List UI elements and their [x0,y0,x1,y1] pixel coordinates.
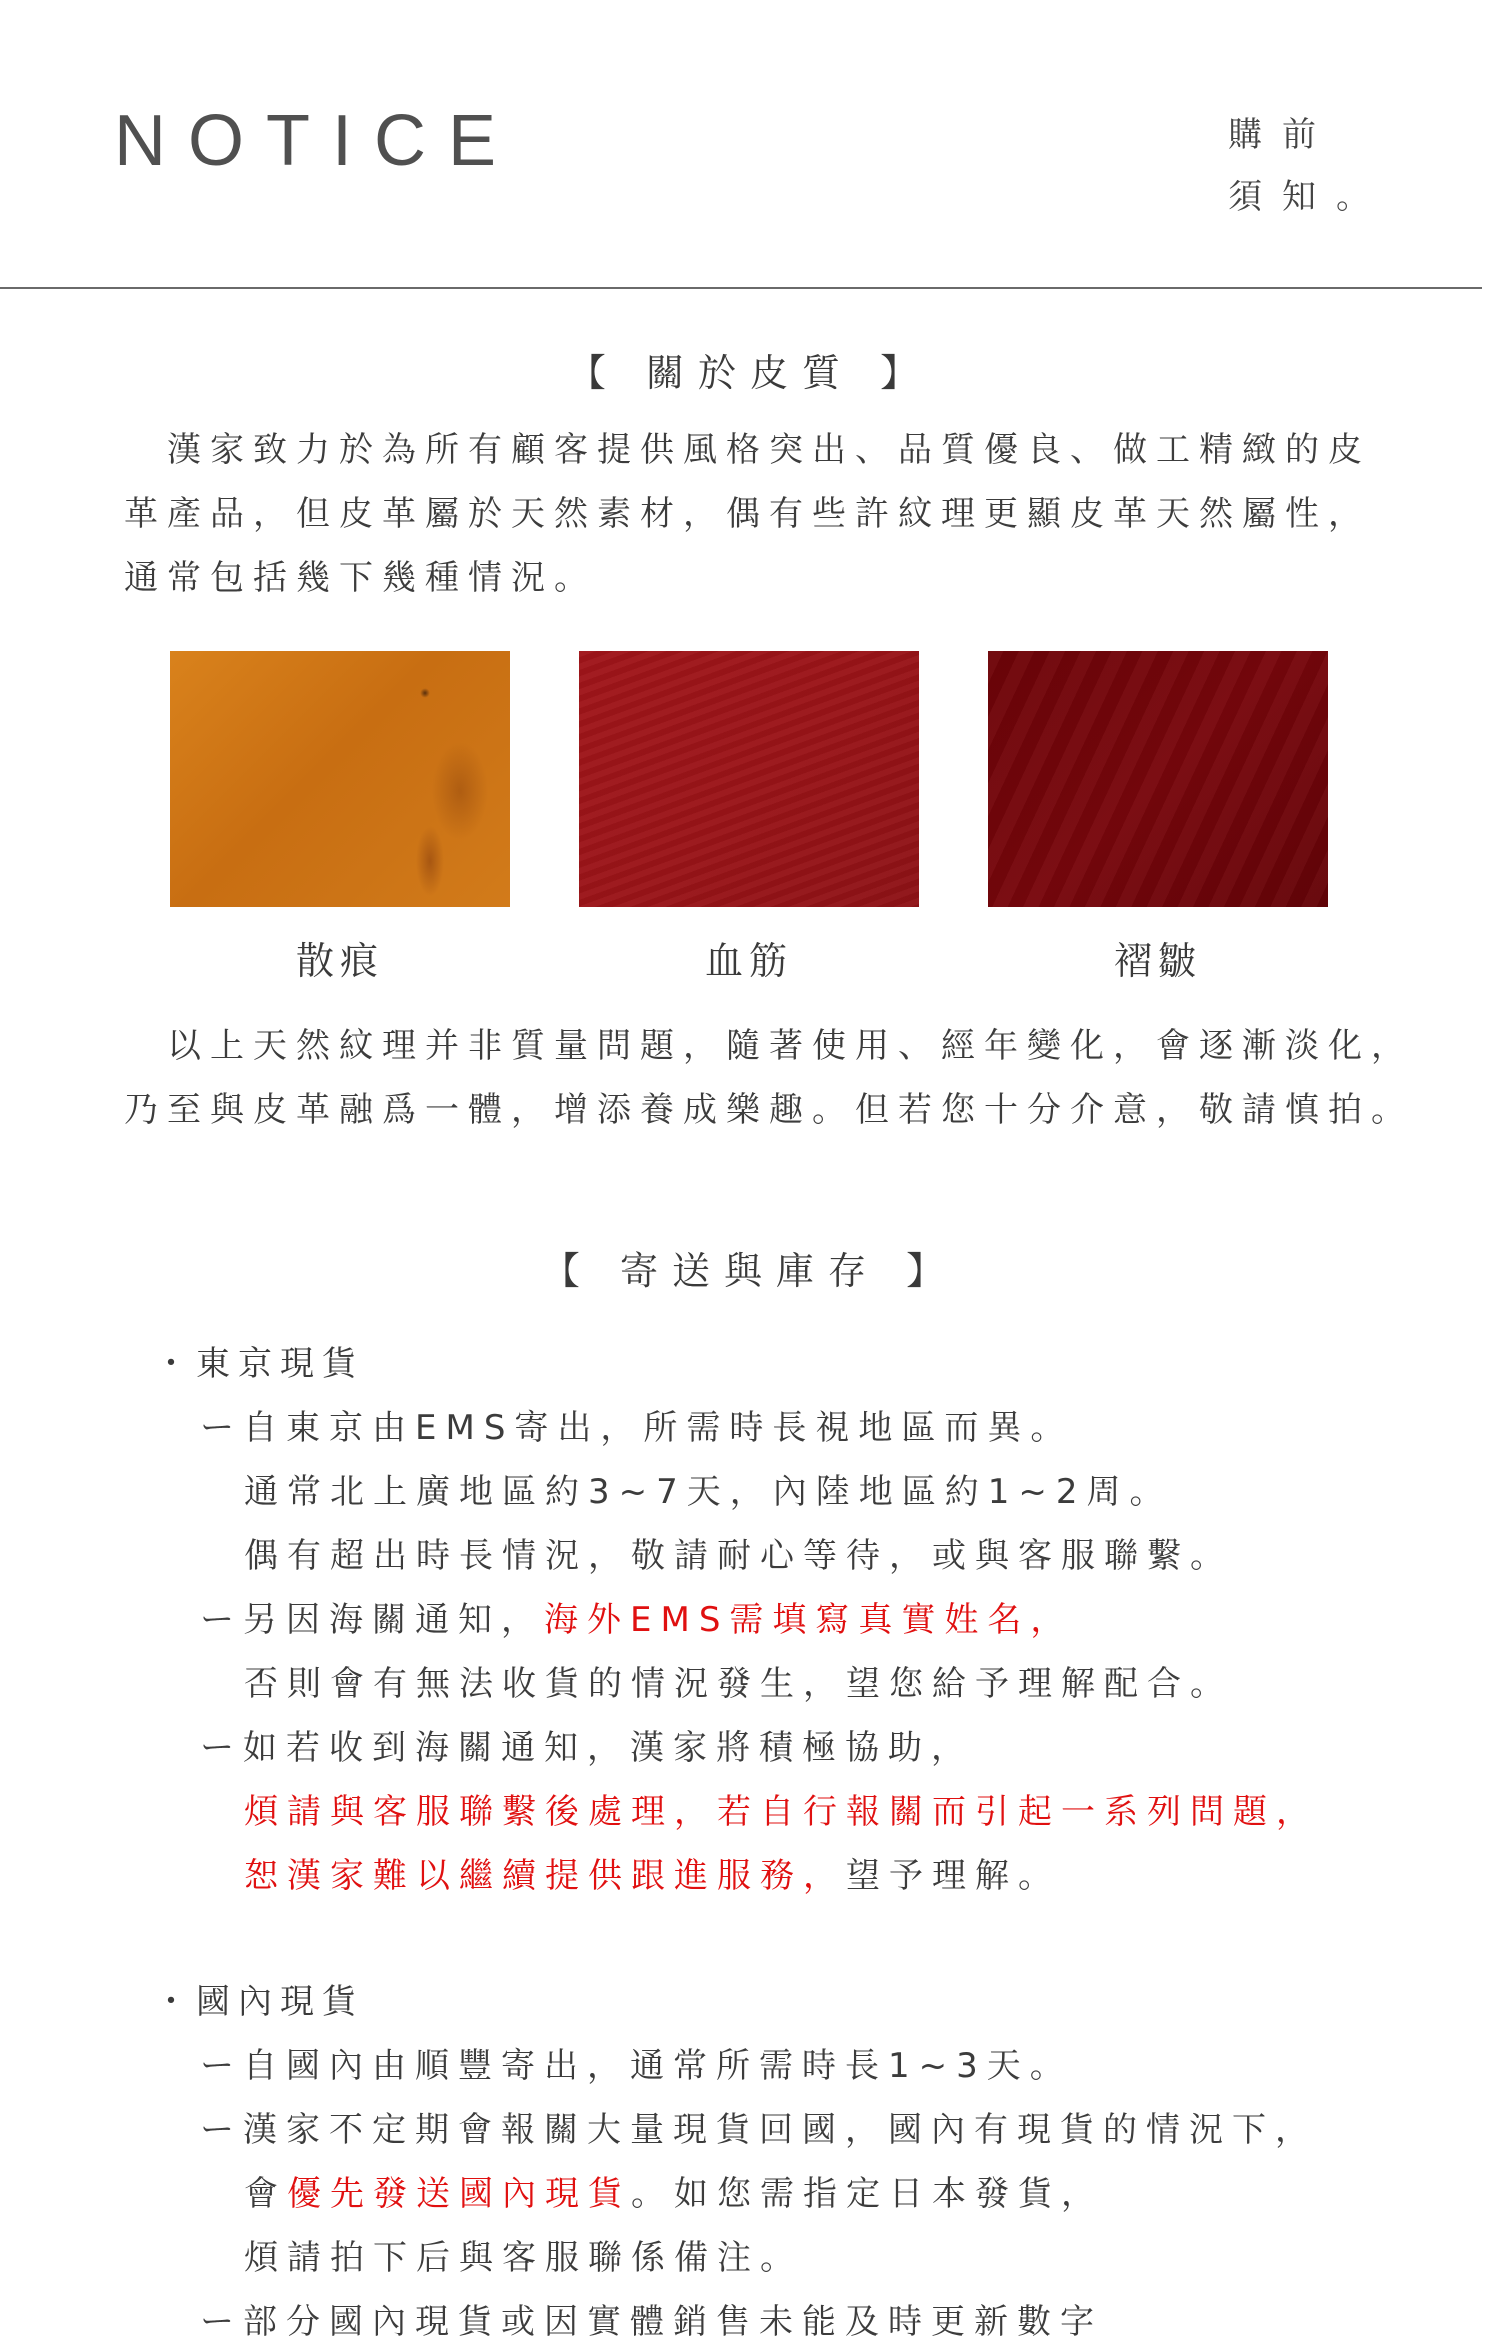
leather-outro-line: 以上天然紋理并非質量問題，隨著使用、經年變化，會逐漸淡化， [124,1026,1414,1066]
leather-intro-line: 通常包括幾下幾種情況。 [124,558,597,598]
leather-section-title: 【 關於皮質 】 [567,351,933,395]
page-title: NOTICE [114,101,519,181]
tokyo-line: ー自東京由EMS寄出，所需時長視地區而異。 [200,1408,1074,1448]
swatch-label-wrinkles: 褶皺 [1113,939,1202,983]
header-subtitle-line-2: 須知。 [1228,177,1390,217]
leather-intro-line: 漢家致力於為所有顧客提供風格突出、品質優良、做工精緻的皮 [124,430,1371,470]
swatch-label-scars: 散痕 [295,939,384,983]
tokyo-line: 偶有超出時長情況，敬請耐心等待，或與客服聯繫。 [244,1536,1233,1576]
domestic-line: ー部分國內現貨或因實體銷售未能及時更新數字 [200,2302,1103,2342]
shipping-section-title: 【 寄送與庫存 】 [541,1249,959,1293]
tokyo-warning-line: 煩請與客服聯繫後處理，若自行報關而引起一系列問題， [244,1792,1319,1832]
leather-intro-line: 革產品，但皮革屬於天然素材，偶有些許紋理更顯皮革天然屬性， [124,494,1371,534]
swatch-label-veins: 血筋 [704,939,793,983]
leather-outro-line: 乃至與皮革融爲一體，增添養成樂趣。但若您十分介意，敬請慎拍。 [124,1090,1414,1130]
leather-swatch-wrinkles [988,651,1328,907]
header-subtitle-line-1: 購前 [1228,115,1336,155]
domestic-priority-highlight: 優先發送國內現貨 [287,2174,631,2214]
tokyo-warning-line-2 [244,1848,1061,1897]
tokyo-warning-text: 恕漢家難以繼續提供跟進服務， [244,1856,846,1896]
header-divider [0,287,1482,289]
domestic-line: 煩請拍下后與客服聯係備注。 [244,2238,803,2278]
tokyo-customs-line [200,1592,1073,1641]
domestic-stock-heading: ・國內現貨 [154,1982,364,2022]
domestic-line: ー自國內由順豐寄出，通常所需時長1~3天。 [200,2046,1073,2086]
leather-intro [124,418,1384,610]
domestic-priority-suffix: 。如您需指定日本發貨， [631,2174,1104,2214]
tokyo-customs-warning: 海外EMS需填寫真實姓名， [544,1600,1074,1640]
tokyo-customs-text: ー另因海關通知， [200,1600,544,1640]
tokyo-line: 否則會有無法收貨的情況發生，望您給予理解配合。 [244,1664,1233,1704]
tokyo-stock-heading: ・東京現貨 [154,1344,364,1384]
leather-swatch-scars [170,651,510,907]
domestic-priority-line [244,2166,1104,2215]
tokyo-warning-suffix: 望予理解。 [846,1856,1061,1896]
tokyo-line: 通常北上廣地區約3~7天，內陸地區約1~2周。 [244,1472,1173,1512]
tokyo-line: ー如若收到海關通知，漢家將積極協助， [200,1728,974,1768]
domestic-priority-prefix: 會 [244,2174,287,2214]
domestic-line: ー漢家不定期會報關大量現貨回國，國內有現貨的情況下， [200,2110,1318,2150]
leather-outro [124,1014,1414,1142]
header-subtitle [1228,104,1390,228]
leather-swatch-veins [579,651,919,907]
